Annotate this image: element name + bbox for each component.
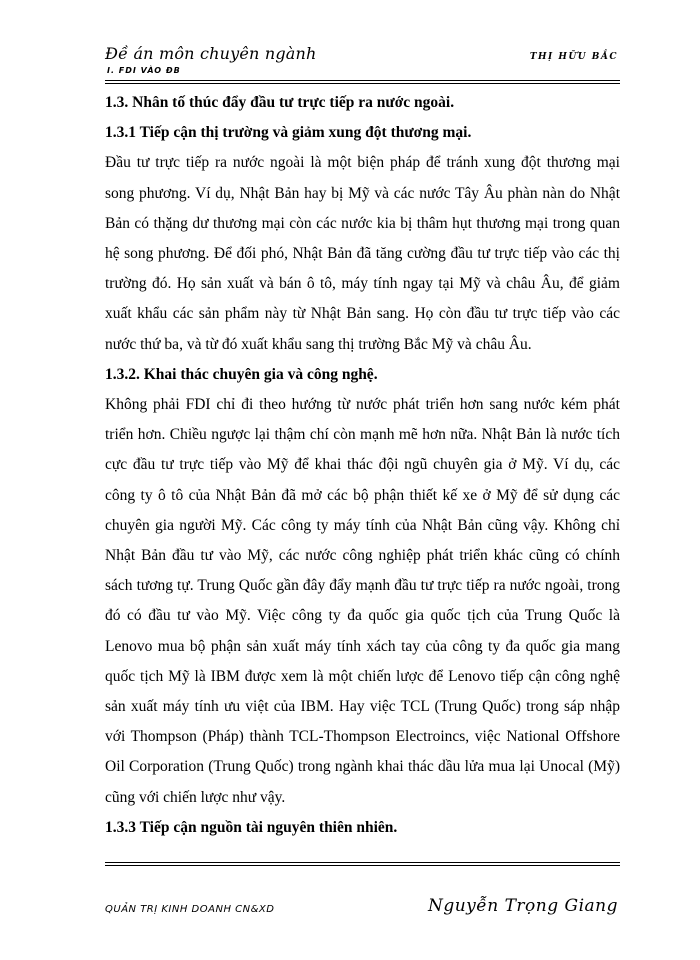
section-heading-1-3-3: 1.3.3 Tiếp cận nguồn tài nguyên thiên nhiên. (105, 818, 398, 836)
footer-author: Nguyễn Trọng Giang (427, 896, 618, 916)
paragraph-expertise-technology: Không phải FDI chỉ đi theo hướng từ nước phát triển hơn sang nước kém phát triển hơn. Chiều ngược lại thậm chí còn mạnh mẽ hơn nữa. Nhật Bản là nước tích cực đầu tư trực tiếp vào Mỹ để khai thác đội ngũ chuyên gia ở Mỹ. Ví dụ, các công ty ô tô của Nhật Bản đã mở các bộ phận thiết kế xe ở Mỹ để sử dụng các chuyên gia người Mỹ. Các công ty máy tính của Nhật Bản cũng vậy. Không chỉ Nhật Bản đầu tư vào Mỹ, các nước công nghiệp phát triển khác cũng có chính sách tương tự. Trung Quốc gần đây đẩy mạnh đầu tư trực tiếp ra nước ngoài, trong đó có đầu tư vào Mỹ. Việc công ty đa quốc gia quốc tịch của Trung Quốc là Lenovo mua bộ phận sản xuất máy tính xách tay của công ty đa quốc gia mang quốc tịch Mỹ là IBM được xem là một chiến lược để Lenovo tiếp cận công nghệ sản xuất máy tính ưu việt của IBM. Hay việc TCL (Trung Quốc) trong sáp nhập với Thompson (Pháp) thành TCL-Thompson Electroincs, việc National Offshore Oil Corporation (Trung Quốc) trong ngành khai thác dầu lửa mua lại Unocal (Mỹ) cũng với chiến lược như vậy. (105, 396, 620, 806)
header-title: Đề án môn chuyên ngành (105, 44, 317, 63)
page-body (105, 88, 620, 843)
page-header (105, 44, 620, 84)
paragraph-market-access: Đầu tư trực tiếp ra nước ngoài là một biện pháp để tránh xung đột thương mại song phương. Ví dụ, Nhật Bản hay bị Mỹ và các nước Tây Âu phàn nàn do Nhật Bản có thặng dư thương mại còn các nước kia bị thâm hụt thương mại trong quan hệ song phương. Để đối phó, Nhật Bản đã tăng cường đầu tư trực tiếp vào các thị trường đó. Họ sản xuất và bán ô tô, máy tính ngay tại Mỹ và châu Âu, để giảm xuất khẩu các sản phẩm này từ Nhật Bản sang. Họ còn đầu tư trực tiếp vào các nước thứ ba, và từ đó xuất khẩu sang thị trường Bắc Mỹ và châu Âu. (105, 154, 620, 353)
header-subtitle: I. FDI VÀO ĐB (107, 66, 181, 75)
footer-divider (105, 862, 620, 863)
header-right-text: THỊ HỮU BẮC (529, 52, 618, 62)
page-footer (105, 862, 620, 922)
footer-divider-secondary (105, 865, 620, 866)
section-heading-1-3: 1.3. Nhân tố thúc đẩy đầu tư trực tiếp ra nước ngoài. (105, 94, 455, 111)
section-heading-1-3-1: 1.3.1 Tiếp cận thị trường và giảm xung đột thương mại. (105, 124, 472, 142)
header-divider (105, 80, 620, 81)
footer-department: QUẢN TRỊ KINH DOANH CN&XD (105, 904, 275, 915)
header-divider-secondary (105, 83, 620, 84)
section-heading-1-3-2: 1.3.2. Khai thác chuyên gia và công nghệ. (105, 365, 378, 383)
